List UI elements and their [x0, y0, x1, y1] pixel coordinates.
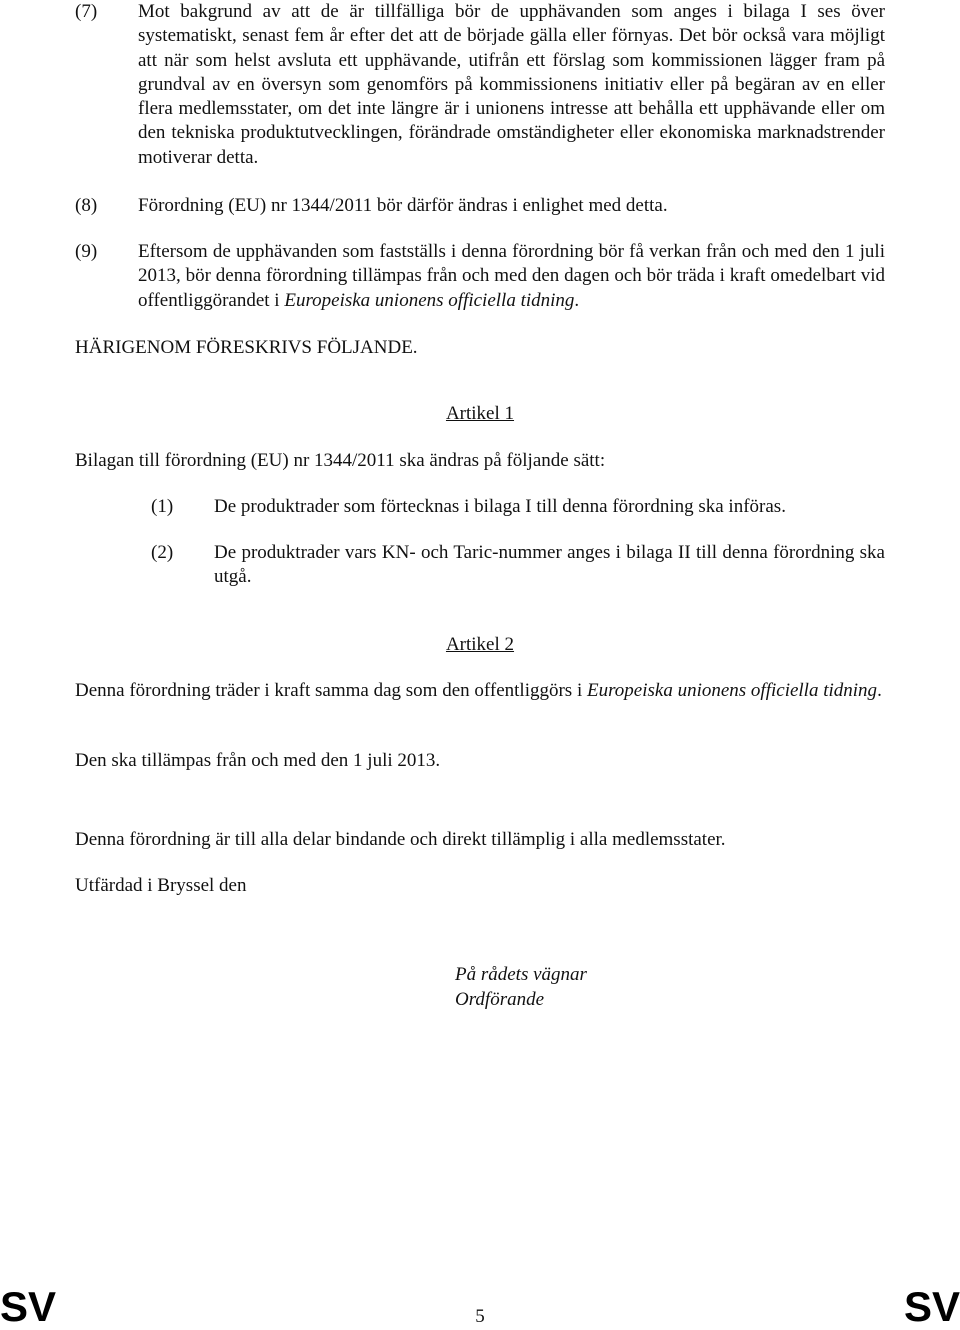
recital-text: Mot bakgrund av att de är tillfälliga bör de upphävanden som anges i bilaga I ses över systematiskt, senast fem år efter det att de började gälla eller förnyas. Det bör också vara möjligt att när som helst avsluta ett upphävande, utifrån ett förslag som kommissionen lägger fram på grundval av en översyn som genomförs på kommissionens initiativ eller på begäran av en eller flera medlemsstater, om det inte längre är i unionens intresse att behålla ett upphävande eller om den tekniska produktutvecklingen, förändrade omständigheter eller ekonomiska marknadstrender motiverar detta. — [138, 1, 885, 168]
signature-block — [455, 962, 755, 1012]
document-page: (7) Mot bakgrund av att de är tillfälliga bör de upphävanden som anges i bilaga I ses över systematiskt, senast fem år efter det att de började gälla eller förnyas. Det bör också vara möjligt att när som helst avsluta ett upphävande, utifrån ett förslag som kommissionen lägger fram på grundval av en översyn som genomförs på kommissionens initiativ eller på begäran av en eller flera medlemsstater, om det inte längre är i unionens intresse att behålla ett upphävande eller om den tekniska produktutvecklingen, förändrade omständigheter eller ekonomiska marknadstrender motiverar detta. (8) Förordning (EU) nr 1344/2011 bör därför ändras i enlighet med detta. (9) Eftersom de upphävanden som fastställs i denna förordning bör få verkan från och med den 1 juli 2013, bör denna förordning tillämpas från och med den dagen och bör träda i kraft omedelbart vid offentliggörandet i Europeiska unionens officiella tidning. HÄRIGENOM FÖRESKRIVS FÖLJANDE. Artikel 1 Bilagan till förordning (EU) nr 1344/2011 ska ändras på följande sätt: (1) De produktrader som förtecknas i bilaga I till denna förordning ska införas. (2) De produktrader vars KN- och Taric-nummer anges i bilaga II till denna förordning ska utgå. Artikel 2 Denna förordning träder i kraft samma dag som den offentliggörs i Europeiska unionens officiella tidning. Den ska tillämpas från och med den 1 juli 2013. Denna förordning är till alla delar bindande och direkt tillämplig i alla medlemsstater. Utfärdad i Bryssel den På rådets vägnar Ordförande SV 5 SV — [0, 1, 960, 1330]
recital-number: (9) — [75, 241, 98, 262]
article-2-title: Artikel 2 — [445, 634, 515, 655]
recital-number: (7) — [75, 1, 98, 22]
journal-name: Europeiska unionens officiella tidning — [586, 680, 878, 701]
done-at: Utfärdad i Bryssel den — [75, 875, 247, 896]
footer-language-left: SV — [0, 1283, 57, 1330]
recital-text: Eftersom de upphävanden som fastställs i denna förordning bör få verkan från och med den 1 juli 2013, bör denna förordning tillämpas från och med den dagen och bör träda i kraft omedelbart vid offentliggörandet i Europeiska unionens officiella tidning. — [138, 241, 885, 311]
article-1-intro: Bilagan till förordning (EU) nr 1344/2011 ska ändras på följande sätt: — [75, 450, 606, 471]
item-number: (1) — [151, 496, 174, 517]
signature-line-2: Ordförande — [455, 989, 545, 1010]
article-2-paragraph-2: Den ska tillämpas från och med den 1 juli 2013. — [75, 750, 441, 771]
footer-language-right: SV — [903, 1283, 960, 1330]
signature-line-1: På rådets vägnar — [455, 964, 587, 985]
journal-name: Europeiska unionens officiella tidning — [284, 289, 575, 311]
recital-text: Förordning (EU) nr 1344/2011 bör därför ändras i enlighet med detta. — [138, 195, 668, 216]
item-text: De produktrader som förtecknas i bilaga I till denna förordning ska införas. — [214, 496, 786, 517]
item-number: (2) — [151, 542, 174, 563]
item-text: De produktrader vars KN- och Taric-nummer anges i bilaga II till denna förordning ska utgå. — [214, 542, 885, 588]
article-1-title: Artikel 1 — [445, 403, 515, 424]
article-2-paragraph-1: Denna förordning träder i kraft samma dag som den offentliggörs i Europeiska unionens officiella tidning. — [75, 680, 882, 701]
page-number: 5 — [475, 1306, 485, 1327]
recital-number: (8) — [75, 195, 98, 216]
binding-clause: Denna förordning är till alla delar bindande och direkt tillämplig i alla medlemsstater. — [75, 829, 726, 850]
